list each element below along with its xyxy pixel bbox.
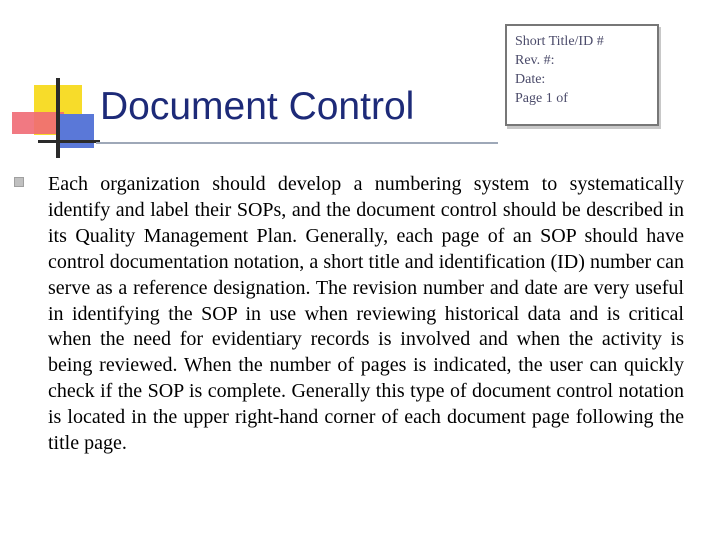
vertical-bar	[56, 78, 60, 158]
control-line-rev: Rev. #:	[515, 53, 555, 68]
bullet-icon	[14, 177, 24, 187]
title-underline	[96, 142, 498, 144]
control-line-short-title: Short Title/ID #	[515, 34, 604, 49]
document-control-box	[505, 24, 659, 126]
horizontal-bar	[38, 140, 100, 143]
decorative-logo	[0, 0, 100, 170]
body-paragraph: Each organization should develop a numbering system to systematically identify and label their SOPs, and the document control should be described in its Quality Management Plan. Generally, each page of an SOP should have control documentation notation, a short title and identification (ID) number can serve as a reference designation. The revision number and date are very useful in identifying the SOP in use when reviewing historical data and is critical when the need for evidentiary records is involved and when the activity is being reviewed. When the number of pages is indicated, the user can quickly check if the SOP is complete. Generally this type of document control notation is located in the upper right-hand corner of each document page following the title page.	[48, 173, 684, 455]
control-line-date: Date:	[515, 72, 546, 87]
slide-title: Document Control	[100, 85, 415, 128]
control-line-page: Page 1 of	[515, 91, 568, 106]
